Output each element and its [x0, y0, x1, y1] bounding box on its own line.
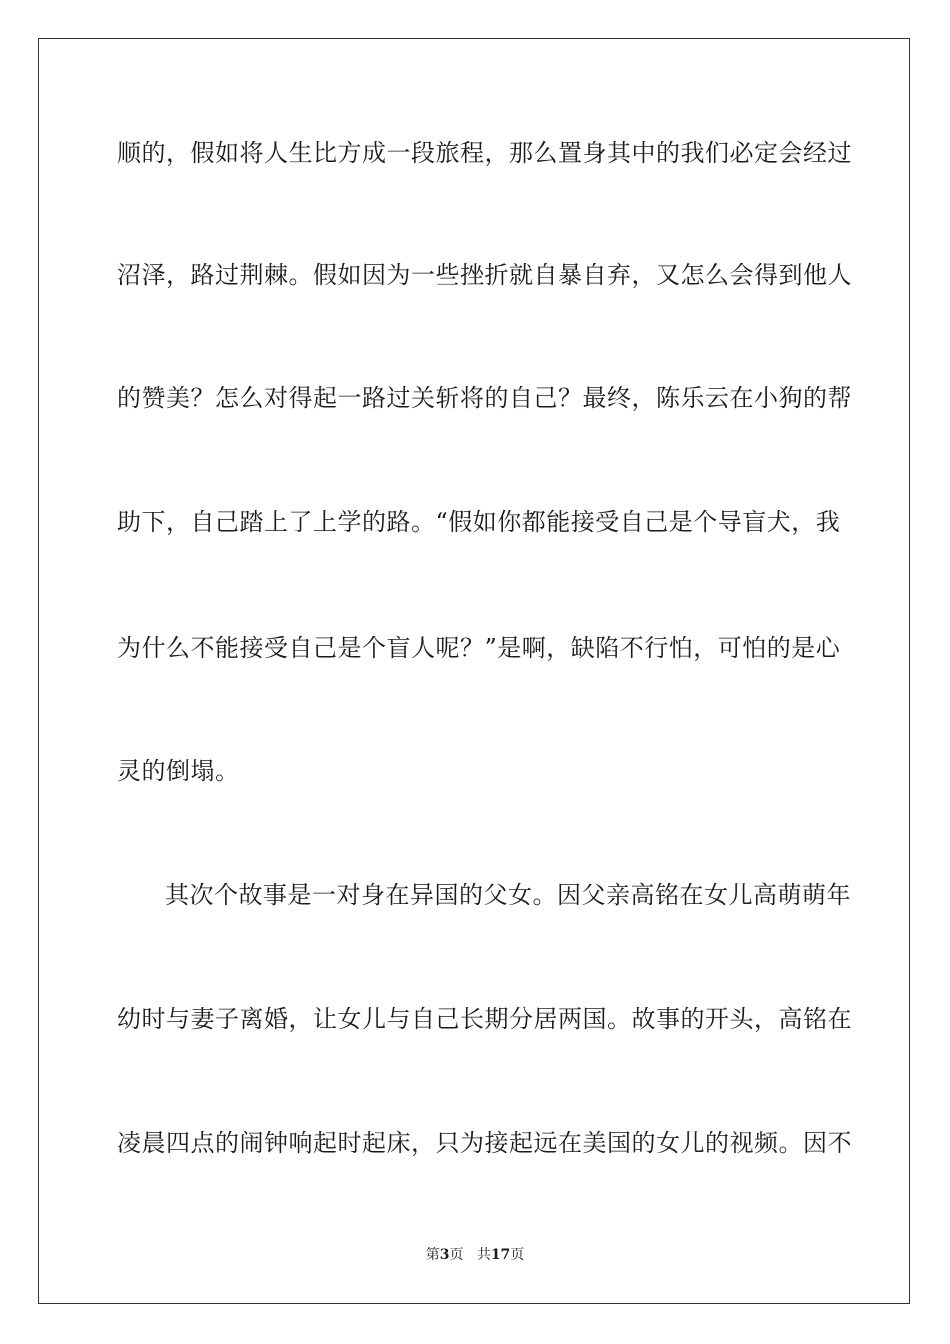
page-footer	[0, 1246, 950, 1264]
body-line-3: 的赞美？怎么对得起一路过关斩将的自己？最终，陈乐云在小狗的帮	[117, 384, 852, 412]
footer-total-pages: 17	[490, 1247, 511, 1263]
body-line-9: 凌晨四点的闹钟响起时起床，只为接起远在美国的女儿的视频。因不	[117, 1129, 852, 1157]
footer-total-prefix: 共	[476, 1247, 491, 1263]
footer-prefix: 第	[425, 1247, 440, 1263]
body-line-2: 沼泽，路过荆棘。假如因为一些挫折就自暴自弃，又怎么会得到他人	[117, 261, 852, 289]
footer-page-suffix: 页	[449, 1247, 464, 1263]
footer-current-page: 3	[439, 1247, 450, 1263]
body-line-5: 为什么不能接受自己是个盲人呢？”是啊，缺陷不行怕，可怕的是心	[117, 634, 841, 662]
body-line-7: 其次个故事是一对身在异国的父女。因父亲高铭在女儿高萌萌年	[165, 881, 851, 909]
body-line-6: 灵的倒塌。	[117, 757, 240, 785]
body-line-1: 顺的，假如将人生比方成一段旅程，那么置身其中的我们必定会经过	[117, 139, 852, 167]
body-line-4: 助下，自己踏上了上学的路。“假如你都能接受自己是个导盲犬，我	[117, 508, 841, 536]
page-border	[38, 38, 910, 1304]
body-line-8: 幼时与妻子离婚，让女儿与自己长期分居两国。故事的开头，高铭在	[117, 1005, 852, 1033]
footer-total-suffix: 页	[510, 1247, 525, 1263]
